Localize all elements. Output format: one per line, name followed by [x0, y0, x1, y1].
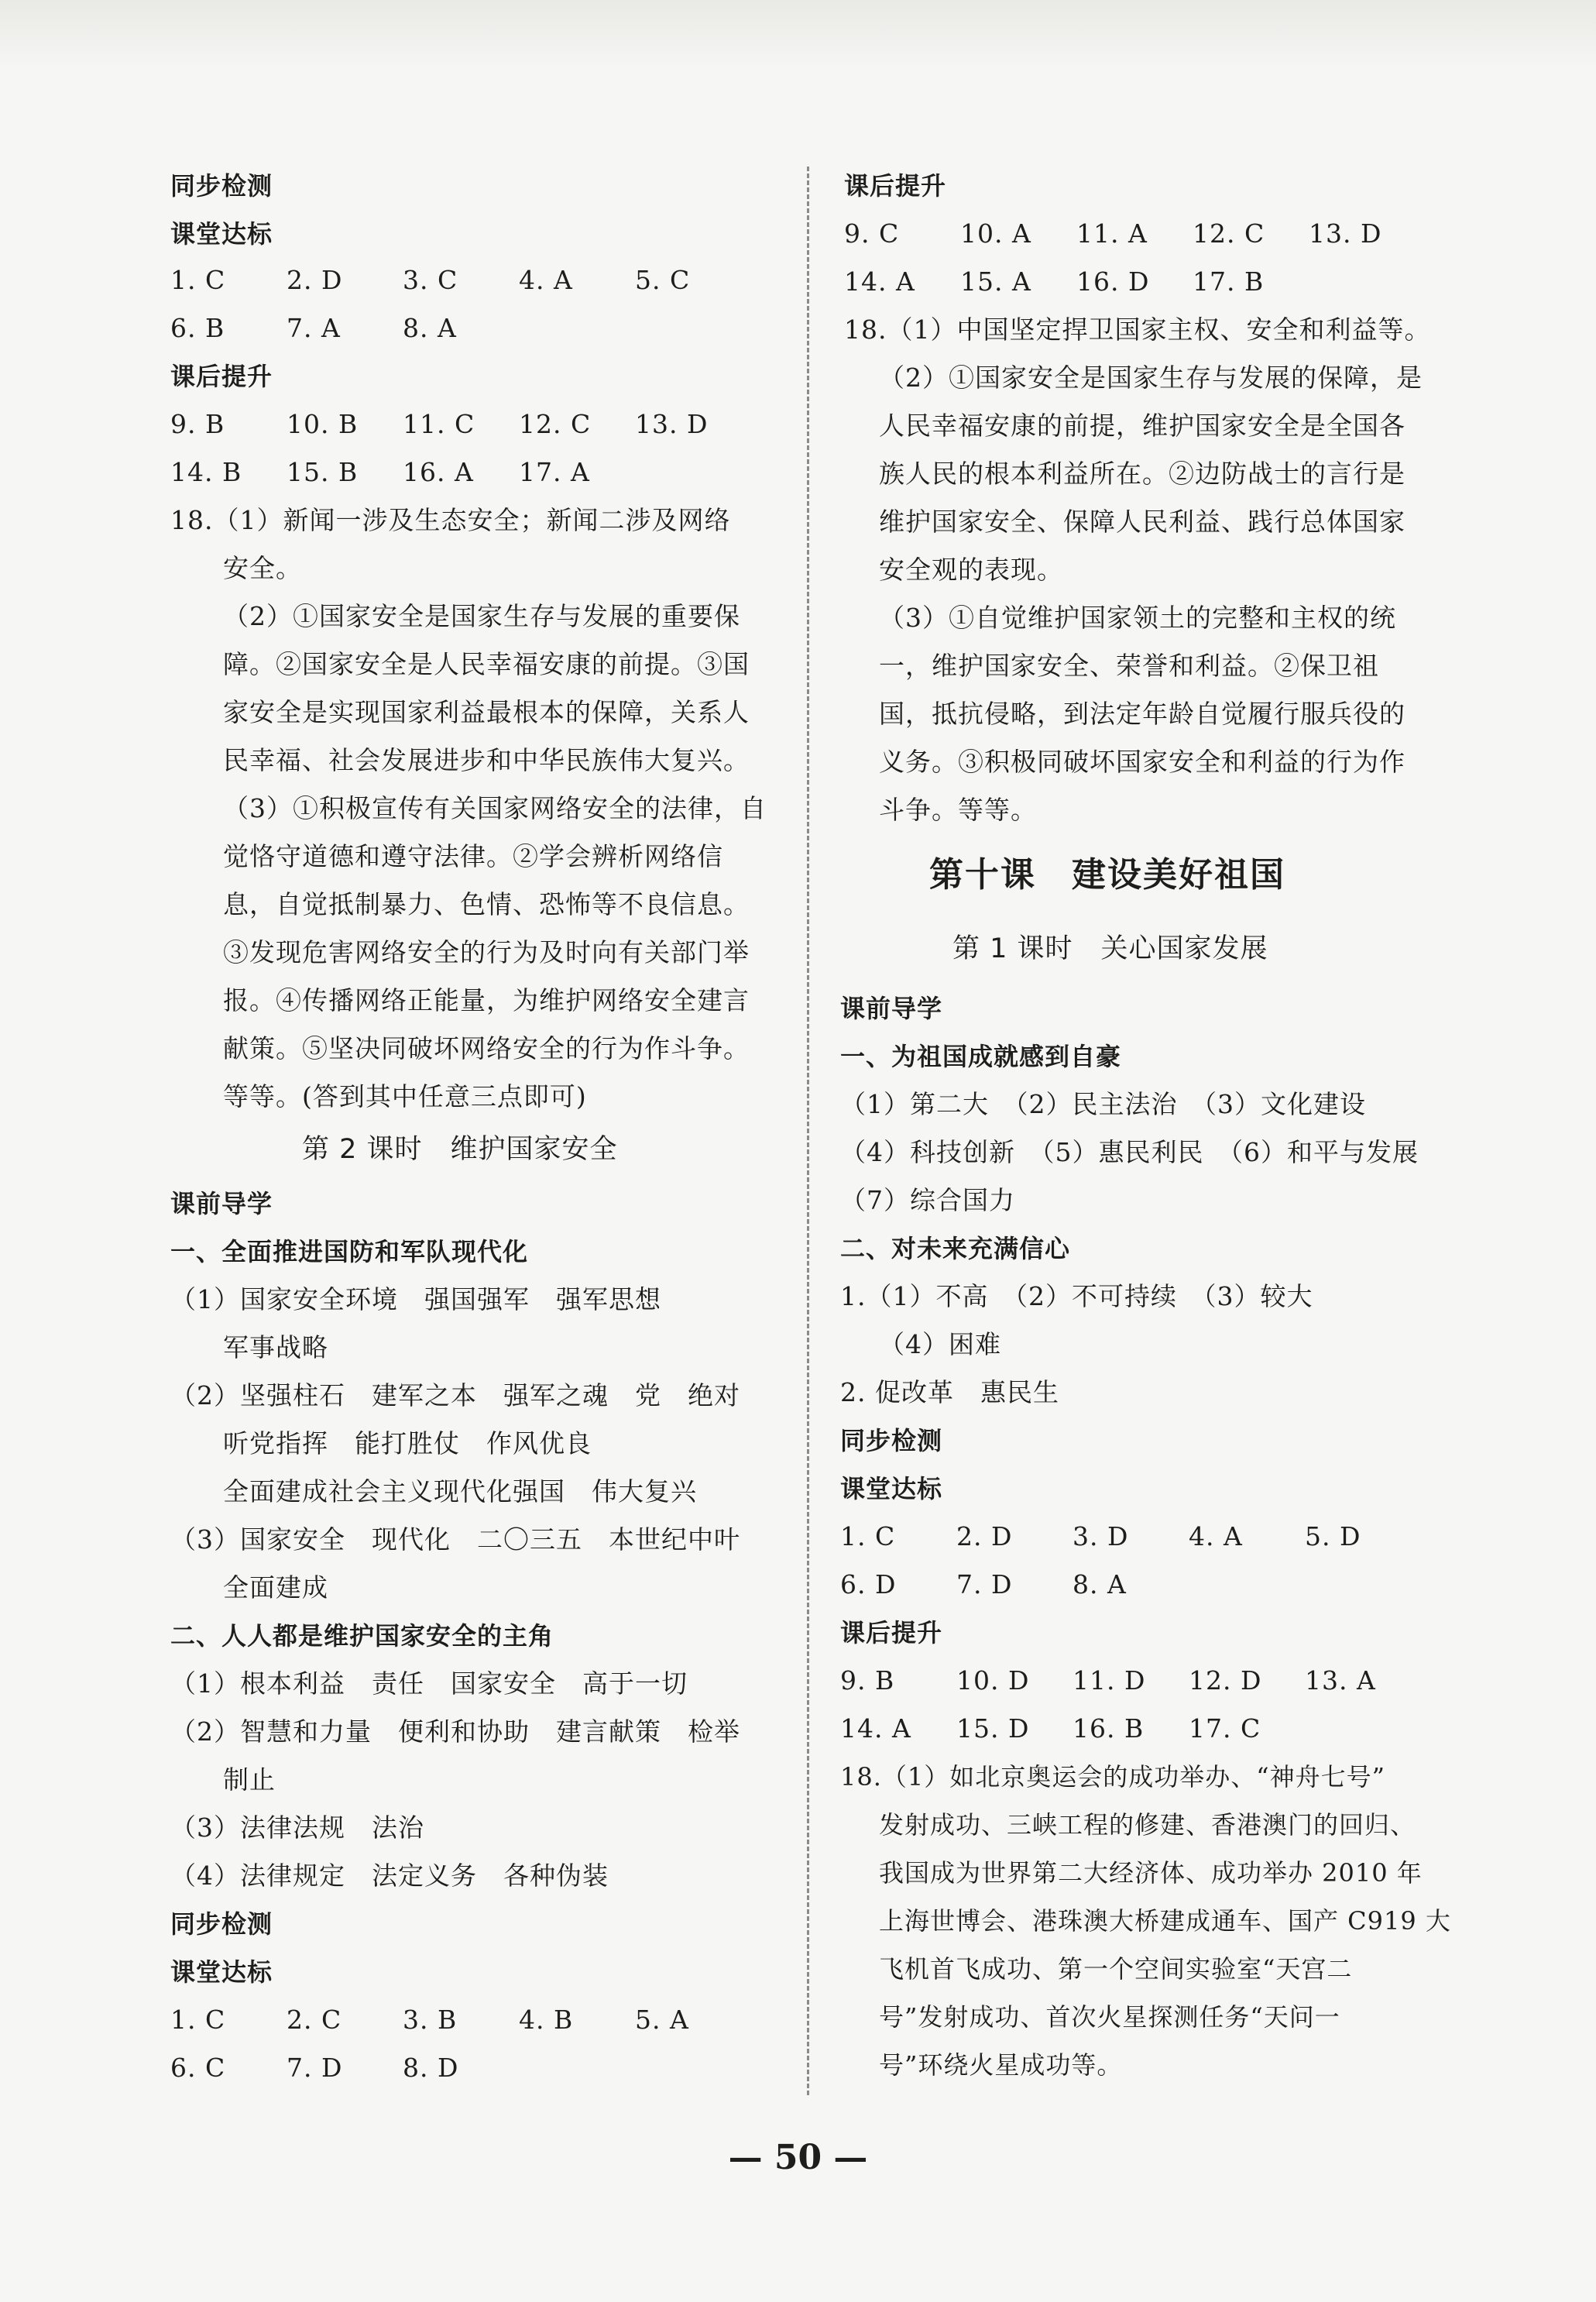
- answer-text: 1.（1）不高 （2）不可持续 （3）较大: [840, 1281, 1313, 1311]
- answer-row: 6. B 7. A 8. A: [170, 313, 457, 343]
- column-divider: [807, 167, 809, 2095]
- answer-text: 全面建成: [223, 1572, 328, 1603]
- answer-text: 听党指挥 能打胜仗 作风优良: [223, 1428, 592, 1459]
- section-subheading: 二、对未来充满信心: [840, 1234, 1071, 1263]
- answer-text: （3）国家安全 现代化 二〇三五 本世纪中叶: [170, 1524, 740, 1555]
- answer-text: 家安全是实现国家利益最根本的保障，关系人: [223, 697, 750, 727]
- answer-row: 9. C 10. A 11. A 12. C 13. D: [844, 218, 1382, 249]
- section-subheading: 一、为祖国成就感到自豪: [840, 1042, 1122, 1071]
- lesson-subtitle: 第 2 课时 维护国家安全: [302, 1134, 618, 1165]
- scan-top-shading: [0, 0, 1596, 70]
- answer-text: 飞机首飞成功、第一个空间实验室“天宫二: [879, 1954, 1353, 1984]
- answer-text: 人民幸福安康的前提，维护国家安全是全国各: [879, 411, 1406, 441]
- answer-text: （2）坚强柱石 建军之本 强军之魂 党 绝对: [170, 1380, 740, 1410]
- section-subheading: 课堂达标: [170, 1957, 273, 1987]
- answer-text: 2. 促改革 惠民生: [840, 1377, 1059, 1407]
- lesson-subtitle: 第 1 课时 关心国家发展: [952, 933, 1268, 964]
- answer-text: 斗争。等等。: [879, 795, 1037, 825]
- answer-row: 1. C 2. D 3. C 4. A 5. C: [170, 265, 691, 295]
- answer-text: 一，维护国家安全、荣誉和利益。②保卫祖: [879, 651, 1379, 681]
- answer-text: （4）科技创新 （5）惠民利民 （6）和平与发展: [840, 1137, 1419, 1167]
- section-heading: 课前导学: [840, 994, 943, 1023]
- section-subheading: 一、全面推进国防和军队现代化: [170, 1237, 529, 1266]
- answer-text: （2）①国家安全是国家生存与发展的保障，是: [879, 362, 1423, 393]
- answer-text: 制止: [223, 1764, 276, 1795]
- section-subheading: 课后提升: [844, 171, 947, 201]
- answer-text: 发射成功、三峡工程的修建、香港澳门的回归、: [879, 1810, 1416, 1840]
- answer-text: 安全。: [223, 553, 302, 583]
- section-subheading: 二、人人都是维护国家安全的主角: [170, 1621, 554, 1651]
- answer-row: 1. C 2. C 3. B 4. B 5. A: [170, 2005, 689, 2035]
- answer-text: 我国成为世界第二大经济体、成功举办 2010 年: [879, 1858, 1423, 1888]
- answer-text: 上海世博会、港珠澳大桥建成通车、国产 C919 大: [879, 1906, 1451, 1936]
- answer-row: 6. C 7. D 8. D: [170, 2053, 459, 2083]
- answer-text: 号”发射成功、首次火星探测任务“天问一: [879, 2002, 1340, 2032]
- section-heading: 同步检测: [840, 1426, 943, 1455]
- answer-text: 族人民的根本利益所在。②边防战士的言行是: [879, 459, 1406, 489]
- answer-text: 献策。⑤坚决同破坏网络安全的行为作斗争。: [223, 1033, 750, 1063]
- answer-text: （7）综合国力: [840, 1185, 1015, 1215]
- answer-text: 维护国家安全、保障人民利益、践行总体国家: [879, 507, 1406, 537]
- answer-text: （2）智慧和力量 便利和协助 建言献策 检举: [170, 1716, 740, 1747]
- section-subheading: 课堂达标: [170, 219, 273, 249]
- answer-text: 军事战略: [223, 1332, 328, 1362]
- page-number: — 50 —: [728, 2138, 868, 2177]
- section-heading: 课前导学: [170, 1189, 273, 1218]
- answer-text: 民幸福、社会发展进步和中华民族伟大复兴。: [223, 745, 750, 775]
- answer-text: 安全观的表现。: [879, 555, 1063, 585]
- answer-text: 18.（1）如北京奥运会的成功举办、“神舟七号”: [840, 1762, 1385, 1792]
- answer-row: 1. C 2. D 3. D 4. A 5. D: [840, 1521, 1361, 1551]
- answer-text: ③发现危害网络安全的行为及时向有关部门举: [223, 937, 750, 967]
- section-heading: 同步检测: [170, 171, 273, 201]
- answer-text: （2）①国家安全是国家生存与发展的重要保: [223, 601, 740, 631]
- answer-text: 18.（1）新闻一涉及生态安全；新闻二涉及网络: [170, 505, 731, 535]
- section-subheading: 课后提升: [170, 362, 273, 391]
- answer-text: （3）法律法规 法治: [170, 1812, 424, 1843]
- answer-text: 报。④传播网络正能量，为维护网络安全建言: [223, 985, 750, 1015]
- answer-text: 息，自觉抵制暴力、色情、恐怖等不良信息。: [223, 889, 750, 919]
- answer-row: 9. B 10. B 11. C 12. C 13. D: [170, 409, 709, 439]
- answer-text: （4）法律规定 法定义务 各种伪装: [170, 1860, 609, 1891]
- answer-text: 号”环绕火星成功等。: [879, 2050, 1123, 2080]
- answer-text: （3）①自觉维护国家领土的完整和主权的统: [879, 603, 1396, 633]
- answer-text: 觉恪守道德和遵守法律。②学会辨析网络信: [223, 841, 723, 871]
- answer-text: 全面建成社会主义现代化强国 伟大复兴: [223, 1476, 697, 1507]
- answer-row: 14. B 15. B 16. A 17. A: [170, 457, 590, 487]
- answer-row: 9. B 10. D 11. D 12. D 13. A: [840, 1665, 1376, 1696]
- section-heading: 同步检测: [170, 1909, 273, 1939]
- answer-text: （4）困难: [879, 1329, 1001, 1359]
- answer-text: （1）国家安全环境 强国强军 强军思想: [170, 1284, 661, 1314]
- answer-text: 国，抵抗侵略，到法定年龄自觉履行服兵役的: [879, 699, 1406, 729]
- section-subheading: 课后提升: [840, 1618, 943, 1647]
- answer-text: （1）根本利益 责任 国家安全 高于一切: [170, 1668, 688, 1699]
- answer-row: 14. A 15. D 16. B 17. C: [840, 1713, 1261, 1744]
- answer-row: 6. D 7. D 8. A: [840, 1569, 1127, 1599]
- section-subheading: 课堂达标: [840, 1474, 943, 1503]
- lesson-title: 第十课 建设美好祖国: [929, 855, 1285, 895]
- answer-text: 义务。③积极同破坏国家安全和利益的行为作: [879, 747, 1406, 777]
- answer-text: 18.（1）中国坚定捍卫国家主权、安全和利益等。: [844, 314, 1431, 345]
- answer-text: 障。②国家安全是人民幸福安康的前提。③国: [223, 649, 750, 679]
- answer-text: （3）①积极宣传有关国家网络安全的法律，自: [223, 793, 767, 823]
- answer-text: 等等。(答到其中任意三点即可): [223, 1081, 587, 1111]
- answer-text: （1）第二大 （2）民主法治 （3）文化建设: [840, 1089, 1366, 1119]
- answer-row: 14. A 15. A 16. D 17. B: [844, 266, 1265, 297]
